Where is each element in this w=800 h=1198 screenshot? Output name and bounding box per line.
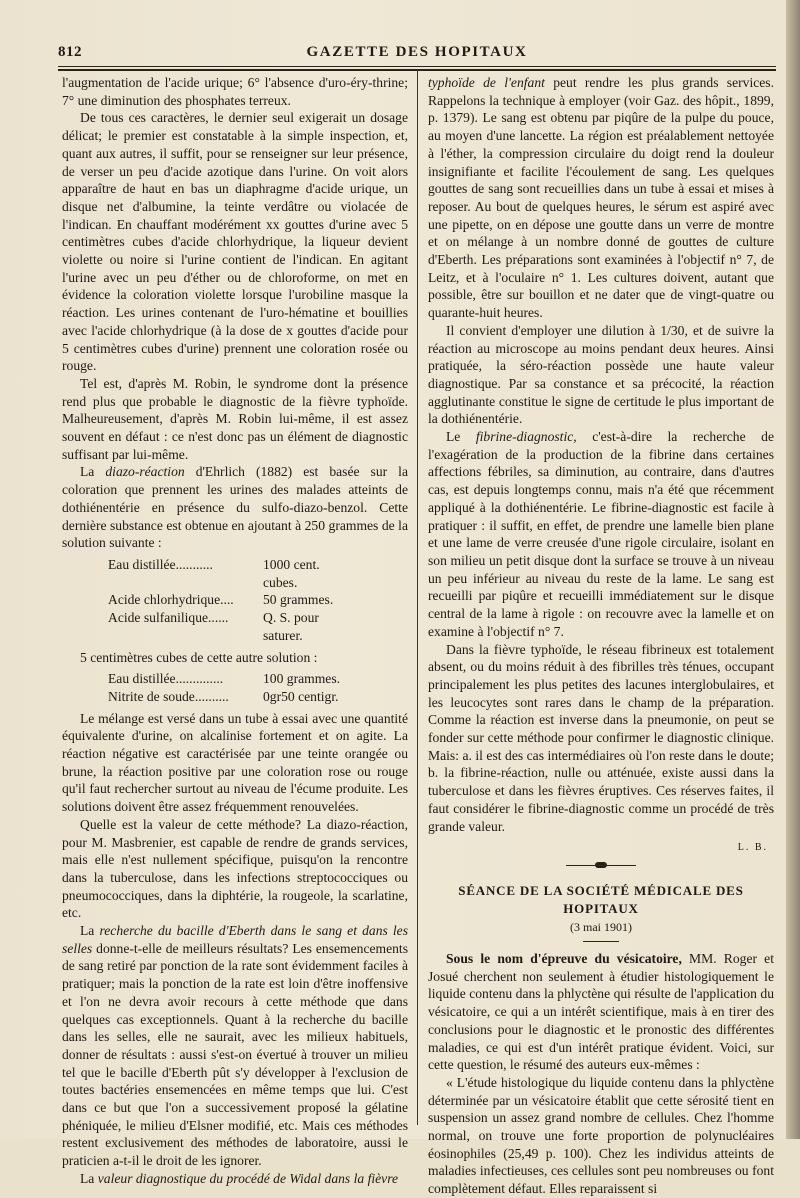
section-ornament bbox=[566, 865, 636, 872]
paragraph-text: d'Ehrlich (1882) est basée sur la coloration que prennent les urines des malades atteints de dothiénentérie en présence du sulfo-diazo-benzol. Cette dernière substance est obtenue en ajoutant à 250 grammes de la solution suivante : bbox=[62, 464, 408, 551]
page-header bbox=[58, 44, 776, 64]
paragraph-text: donne-t-elle de meilleurs résultats? Les ensemencements de sang retiré par ponction de la rate sont évidemment faciles à pratiquer; mais la ponction de la rate est loin d'être inoffensive et l'on ne devra avoir recours à cette méthode que dans quelques cas exceptionnels. Quant à la recherche du bacille dans les selles, elle ne saurait, avec les milieux habituels, donner de résultats : aussi s'est-on évertué à trouver un milieu tel que le bacille d'Eberth pût s'y développer à l'exclusion de toutes bactéries ensemencées en même temps que lui. C'est dans ce but que l'on a successivement proposé la gélatine phéniquée, le milieu d'Elsner modifié, etc. Mais ces méthodes restent exclusivement des méthodes de laboratoire, aussi le praticien a-t-il le droit de les ignorer. bbox=[62, 940, 408, 1169]
paragraph-text: peut rendre les plus grands services. Rappelons la technique à employer (voir Gaz. des hôpit., 1899, p. 1379). Le sang est obtenu par piqûre de la pulpe du pouce, au moyen d'une lancette. La région est préalablement nettoyée à l'éther, la compression circulaire du doigt rend la douleur insignifiante et facilite l'écoulement de sang. Les quelques gouttes de sang sont recueillies dans un tube à essai et mises à reposer. Au bout de quelques heures, le sérum est aspiré avec une pipette, on en dépose une goutte dans un verre de montre et on mélange à un nombre donné de gouttes de culture d'Eberth. Les préparations sont examinées à l'objectif n° 7, de Leitz, et à l'oculaire n° 1. Les cultures doivent, autant que possible, être sur bouillon et ne dater que de vingt-quatre ou quarante-huit heures. bbox=[428, 75, 774, 321]
paragraph: Il convient d'employer une dilution à 1/30, et de suivre la réaction au microscope au moins pendant deux heures. Ainsi pratiquée, la séro-réaction possède une haute valeur diagnostique. Par sa constance et sa précocité, la réaction agglutinante constitue le signe de certitude le plus important de la dothiénentérie. bbox=[428, 322, 774, 427]
paragraph bbox=[428, 74, 774, 322]
word: La bbox=[80, 923, 95, 939]
page-number: 812 bbox=[58, 44, 82, 60]
recipe-row bbox=[108, 556, 353, 591]
recipe-row bbox=[108, 670, 353, 688]
paragraph bbox=[428, 950, 774, 1074]
word: La bbox=[80, 464, 95, 480]
recipe-row bbox=[108, 591, 353, 609]
paragraph: Le mélange est versé dans un tube à essai avec une quantité équivalente d'urine, on alcalinise fortement et on agite. La réaction négative est caractérisée par une teinte orangée ou brune, la réaction positive par une coloration rose ou rouge qu'il faut rechercher surtout au niveau de l'écume produite. Les solutions doivent être assez fréquemment renouvelées. bbox=[62, 710, 408, 815]
paragraph: « L'étude histologique du liquide contenu dans la phlyctène déterminée par un vésicatoire établit que cette sérosité tient en suspension un assez grand nombre de cellules. Chez l'homme normal, on trouve une forte proportion de polynucléaires éosinophiles (25,49 p. 100). Chez les individus atteints de maladies infectieuses, ces cellules sont peu nombreuses ou font complètement défaut. Elles reparaissent si bbox=[428, 1074, 774, 1197]
section-date: (3 mai 1901) bbox=[570, 920, 632, 935]
paragraph: l'augmentation de l'acide urique; 6° l'absence d'uro-éry-thrine; 7° une diminution des phosphates terreux. bbox=[62, 75, 408, 108]
quantity: 100 grammes. bbox=[263, 671, 341, 687]
italic-term: typhoïde de l'enfant bbox=[428, 75, 545, 90]
word: La bbox=[80, 1170, 95, 1186]
ingredient: Eau distillée.............. bbox=[108, 671, 224, 687]
paragraph-text: MM. Roger et Josué cherchent non seulement à étudier histologiquement le liquide contenu dans la phlyctène qui résulte de l'application du vésicatoire, ce qui a un intérêt scientifique, mais à en tirer des conclusions pour le diagnostic et le pronostic des différentes maladies, ce qui est d'un intérêt pratique évident. Voici, sur cette question, le résumé des auteurs eux-mêmes : bbox=[428, 951, 774, 1073]
paragraph bbox=[62, 922, 408, 1170]
header-rule bbox=[58, 66, 776, 67]
bold-lead: Sous le nom d'épreuve du vésicatoire, bbox=[446, 951, 682, 967]
paragraph: Quelle est la valeur de cette méthode? La diazo-réaction, pour M. Masbrenier, est capable de rendre de grands services, mais elle n'est nullement spécifique, puisqu'on la rencontre dans la tuberculose, dans les infections streptococciques ou pneumococciques, dans la diphtérie, la rougeole, la scarlatine, etc. bbox=[62, 816, 408, 921]
paragraph: Tel est, d'après M. Robin, le syndrome dont la présence rend plus que probable le diagnostic de la fièvre typhoïde. Malheureusement, d'après M. Robin lui-même, il est assez souvent en défaut : ce n'est donc pas un élément de diagnostic suffisant par lui-même. bbox=[62, 375, 408, 462]
paragraph: Dans la fièvre typhoïde, le réseau fibrineux est totalement absent, ou du moins réduit à des fibrilles très ténues, occupant principalement les plus petites des lacunes interglobulaires, et les leucocytes sont rares dans le champ de la préparation. Comme la réaction est inverse dans la pneumonie, on peut se fonder sur cette méthode pour confirmer le diagnostic clinique. Mais: a. il est des cas intermédiaires où l'on reste dans le doute; b. la fibrine-réaction, nulle ou atténuée, existe aussi dans la tuberculose et dans les fièvres éruptives. Ces réserves faites, il faut considérer le fibrine-diagnostic comme un procédé de très grande valeur. bbox=[428, 641, 774, 834]
journal-title: GAZETTE DES HOPITAUX bbox=[306, 44, 528, 60]
quantity: 50 grammes. bbox=[263, 592, 334, 608]
page-edge bbox=[786, 0, 800, 1139]
paragraph: De tous ces caractères, le dernier seul exigerait un dosage délicat; le premier est constatable à la simple inspection, et, quant aux autres, il suffit, pour se renseigner sur leur présence, de verser un peu d'acide azotique dans l'urine. On voit alors apparaître de haut en bas un diaphragme d'acide urique, un disque net d'albumine, la teinte verdâtre ou violacée de l'indican. En chauffant modérément xx gouttes d'urine avec 5 centimètres cubes d'acide chlorhydrique, la liqueur devient violette ou noire si l'urine contient de l'indican. En agitant l'urine avec un peu d'éther ou de chloroforme, on met en évidence la coloration violette lorsque l'urobiline masque la réaction. Les urines contenant de l'uro-hématine et bouillies avec l'acide chlorhydrique (à la dose de x gouttes d'acide pour 5 centimètres cubes d'urine) prennent une coloration rosée ou rouge. bbox=[62, 110, 408, 374]
quantity: 1000 cent. cubes. bbox=[263, 556, 320, 590]
italic-term: fibrine-diagnostic bbox=[475, 429, 574, 445]
italic-term: diazo-réaction bbox=[105, 464, 185, 480]
italic-term: valeur diagnostique du procédé de Widal dans la fièvre bbox=[97, 1170, 399, 1186]
paragraph: 5 centimètres cubes de cette autre solution : bbox=[80, 649, 318, 665]
recipe-list bbox=[108, 670, 408, 705]
recipe-list bbox=[108, 556, 408, 645]
ingredient: Acide chlorhydrique.... bbox=[108, 592, 234, 608]
ingredient: Acide sulfanilique...... bbox=[108, 610, 229, 626]
recipe-row bbox=[108, 688, 353, 706]
quantity: 0gr50 centigr. bbox=[263, 688, 339, 704]
paragraph bbox=[428, 428, 774, 640]
ingredient: Eau distillée........... bbox=[108, 556, 213, 572]
section-rule bbox=[583, 941, 619, 942]
recipe-row bbox=[108, 609, 353, 644]
italic-term: recherche du bacille d'Eberth dans le sang et dans les selles bbox=[62, 923, 409, 956]
section-title: SÉANCE DE LA SOCIÉTÉ MÉDICALE DES HOPITAUX bbox=[458, 882, 744, 916]
ingredient: Nitrite de soude.......... bbox=[108, 688, 229, 704]
left-column bbox=[62, 74, 408, 1188]
column-divider bbox=[417, 70, 418, 1125]
paragraph bbox=[62, 1170, 408, 1188]
word: Le bbox=[446, 429, 461, 445]
author-signature: L. B. bbox=[737, 842, 768, 854]
right-column bbox=[428, 74, 774, 1198]
paragraph-text: , c'est-à-dire la recherche de l'exagération de la production de la fibrine dans certaines affections fébriles, sa diminution, au contraire, dans d'autres cas, est depuis longtemps connu, mais n'a été que récemment appliqué à la dothiénentérie. Le fibrine-diagnostic est facile à pratiquer : il suffit, en effet, de prendre une lamelle bien plane et une lame de verre creusée d'une rigole circulaire, isolant en son milieu un petit disque dont la surface se trouve à un niveau un peu inférieur au niveau du reste de la lame. Le sang est recueilli par piqûre et recueilli immédiatement sur le disque central de la lame à rigole : on recouvre avec la lamelle et on examine à l'objectif n° 7. bbox=[428, 429, 774, 639]
paragraph bbox=[62, 463, 408, 552]
quantity: Q. S. pour saturer. bbox=[263, 610, 319, 643]
